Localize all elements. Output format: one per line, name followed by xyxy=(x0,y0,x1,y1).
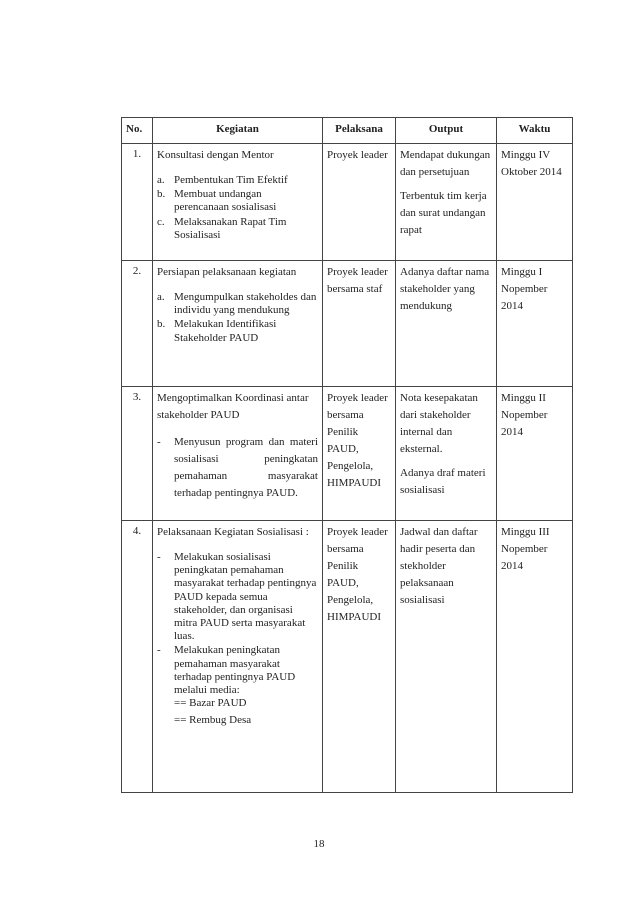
row-number: 4. xyxy=(122,521,153,793)
list-item xyxy=(157,188,318,214)
pelaksana-text: Proyek leader bersama Penilik PAUD, Pengelola, HIMPAUDI xyxy=(327,526,388,624)
pelaksana-cell xyxy=(323,521,396,793)
header-output: Output xyxy=(396,118,497,144)
table-row xyxy=(122,387,573,521)
list-item xyxy=(157,216,318,242)
output-text: Mendapat dukungan dan persetujuan xyxy=(400,149,491,179)
list-item-text: Menyusun program dan materi sosialisasi peningkatan pemahaman masyarakat terhadap pentingnya PAUD. xyxy=(174,436,318,500)
list-marker: a. xyxy=(157,291,165,304)
waktu-cell xyxy=(497,261,573,387)
media-item: == Bazar PAUD xyxy=(174,697,247,710)
kegiatan-list xyxy=(157,291,318,345)
output-cell xyxy=(396,387,497,521)
output-text: Nota kesepakatan dari stakeholder internal dan eksternal. xyxy=(400,392,478,456)
list-item-text: Melakukan Identifikasi Stakeholder PAUD xyxy=(174,318,277,344)
list-item-text: Melakukan sosialisasi peningkatan pemahaman masyarakat terhadap pentingnya PAUD kepada semua stakeholder, dan organisasi mitra PAUD serta masyarakat luas. xyxy=(174,551,317,643)
table-row xyxy=(122,521,573,793)
waktu-cell xyxy=(497,521,573,793)
kegiatan-title: Pelaksanaan Kegiatan Sosialisasi : xyxy=(157,526,309,538)
output-cell xyxy=(396,261,497,387)
output-text: Terbentuk tim kerja dan surat undangan rapat xyxy=(400,190,487,237)
list-item-text: Mengumpulkan stakeholdes dan individu yang mendukung xyxy=(174,291,317,317)
list-marker: - xyxy=(157,644,161,657)
waktu-text: Minggu I Nopember 2014 xyxy=(501,266,548,313)
list-marker: b. xyxy=(157,318,166,331)
kegiatan-list xyxy=(157,434,318,502)
kegiatan-title: Mengoptimalkan Koordinasi antar stakeholder PAUD xyxy=(157,392,309,422)
header-waktu: Waktu xyxy=(497,118,573,144)
output-text: Adanya daftar nama stakeholder yang mendukung xyxy=(400,266,490,313)
list-item xyxy=(157,644,318,727)
list-item xyxy=(157,318,318,344)
waktu-text: Minggu III Nopember 2014 xyxy=(501,526,550,573)
pelaksana-text: Proyek leader bersama Penilik PAUD, Pengelola, HIMPAUDI xyxy=(327,392,388,490)
row-number: 2. xyxy=(122,261,153,387)
output-text: Adanya draf materi sosialisasi xyxy=(400,467,486,497)
waktu-cell xyxy=(497,387,573,521)
table-row xyxy=(122,261,573,387)
output-cell xyxy=(396,521,497,793)
list-item-text: Melakukan peningkatan pemahaman masyarakat terhadap pentingnya PAUD melalui media: xyxy=(174,644,296,696)
activity-table xyxy=(121,117,573,793)
pelaksana-cell xyxy=(323,261,396,387)
list-marker: a. xyxy=(157,174,165,187)
kegiatan-cell xyxy=(153,387,323,521)
waktu-text: Minggu IV Oktober 2014 xyxy=(501,149,562,179)
list-item-text: Melaksanakan Rapat Tim Sosialisasi xyxy=(174,215,287,241)
kegiatan-title: Konsultasi dengan Mentor xyxy=(157,149,274,161)
list-item xyxy=(157,434,318,502)
kegiatan-cell xyxy=(153,521,323,793)
list-item xyxy=(157,174,318,187)
header-no: No. xyxy=(122,118,153,144)
media-item: == Rembug Desa xyxy=(174,714,252,727)
page-number: 18 xyxy=(313,838,325,850)
kegiatan-cell xyxy=(153,144,323,261)
kegiatan-title: Persiapan pelaksanaan kegiatan xyxy=(157,266,297,278)
waktu-cell xyxy=(497,144,573,261)
pelaksana-cell xyxy=(323,387,396,521)
list-marker: - xyxy=(157,436,161,449)
pelaksana-text: Proyek leader xyxy=(327,149,388,161)
output-text: Jadwal dan daftar hadir peserta dan stekholder pelaksanaan sosialisasi xyxy=(400,526,478,607)
list-marker: - xyxy=(157,551,161,564)
row-number: 3. xyxy=(122,387,153,521)
list-item-text: Pembentukan Tim Efektif xyxy=(174,174,288,187)
kegiatan-list xyxy=(157,551,318,727)
list-item xyxy=(157,291,318,317)
list-marker: c. xyxy=(157,215,165,228)
waktu-text: Minggu II Nopember 2014 xyxy=(501,392,548,439)
header-pelaksana: Pelaksana xyxy=(323,118,396,144)
list-item xyxy=(157,551,318,643)
pelaksana-cell xyxy=(323,144,396,261)
output-cell xyxy=(396,144,497,261)
kegiatan-list xyxy=(157,174,318,242)
list-item-text: Membuat undangan perencanaan sosialisasi xyxy=(174,188,277,214)
pelaksana-text: Proyek leader bersama staf xyxy=(327,266,388,296)
table-header-row xyxy=(122,118,573,144)
header-kegiatan: Kegiatan xyxy=(153,118,323,144)
list-marker: b. xyxy=(157,188,166,201)
kegiatan-cell xyxy=(153,261,323,387)
row-number: 1. xyxy=(122,144,153,261)
table-row xyxy=(122,144,573,261)
